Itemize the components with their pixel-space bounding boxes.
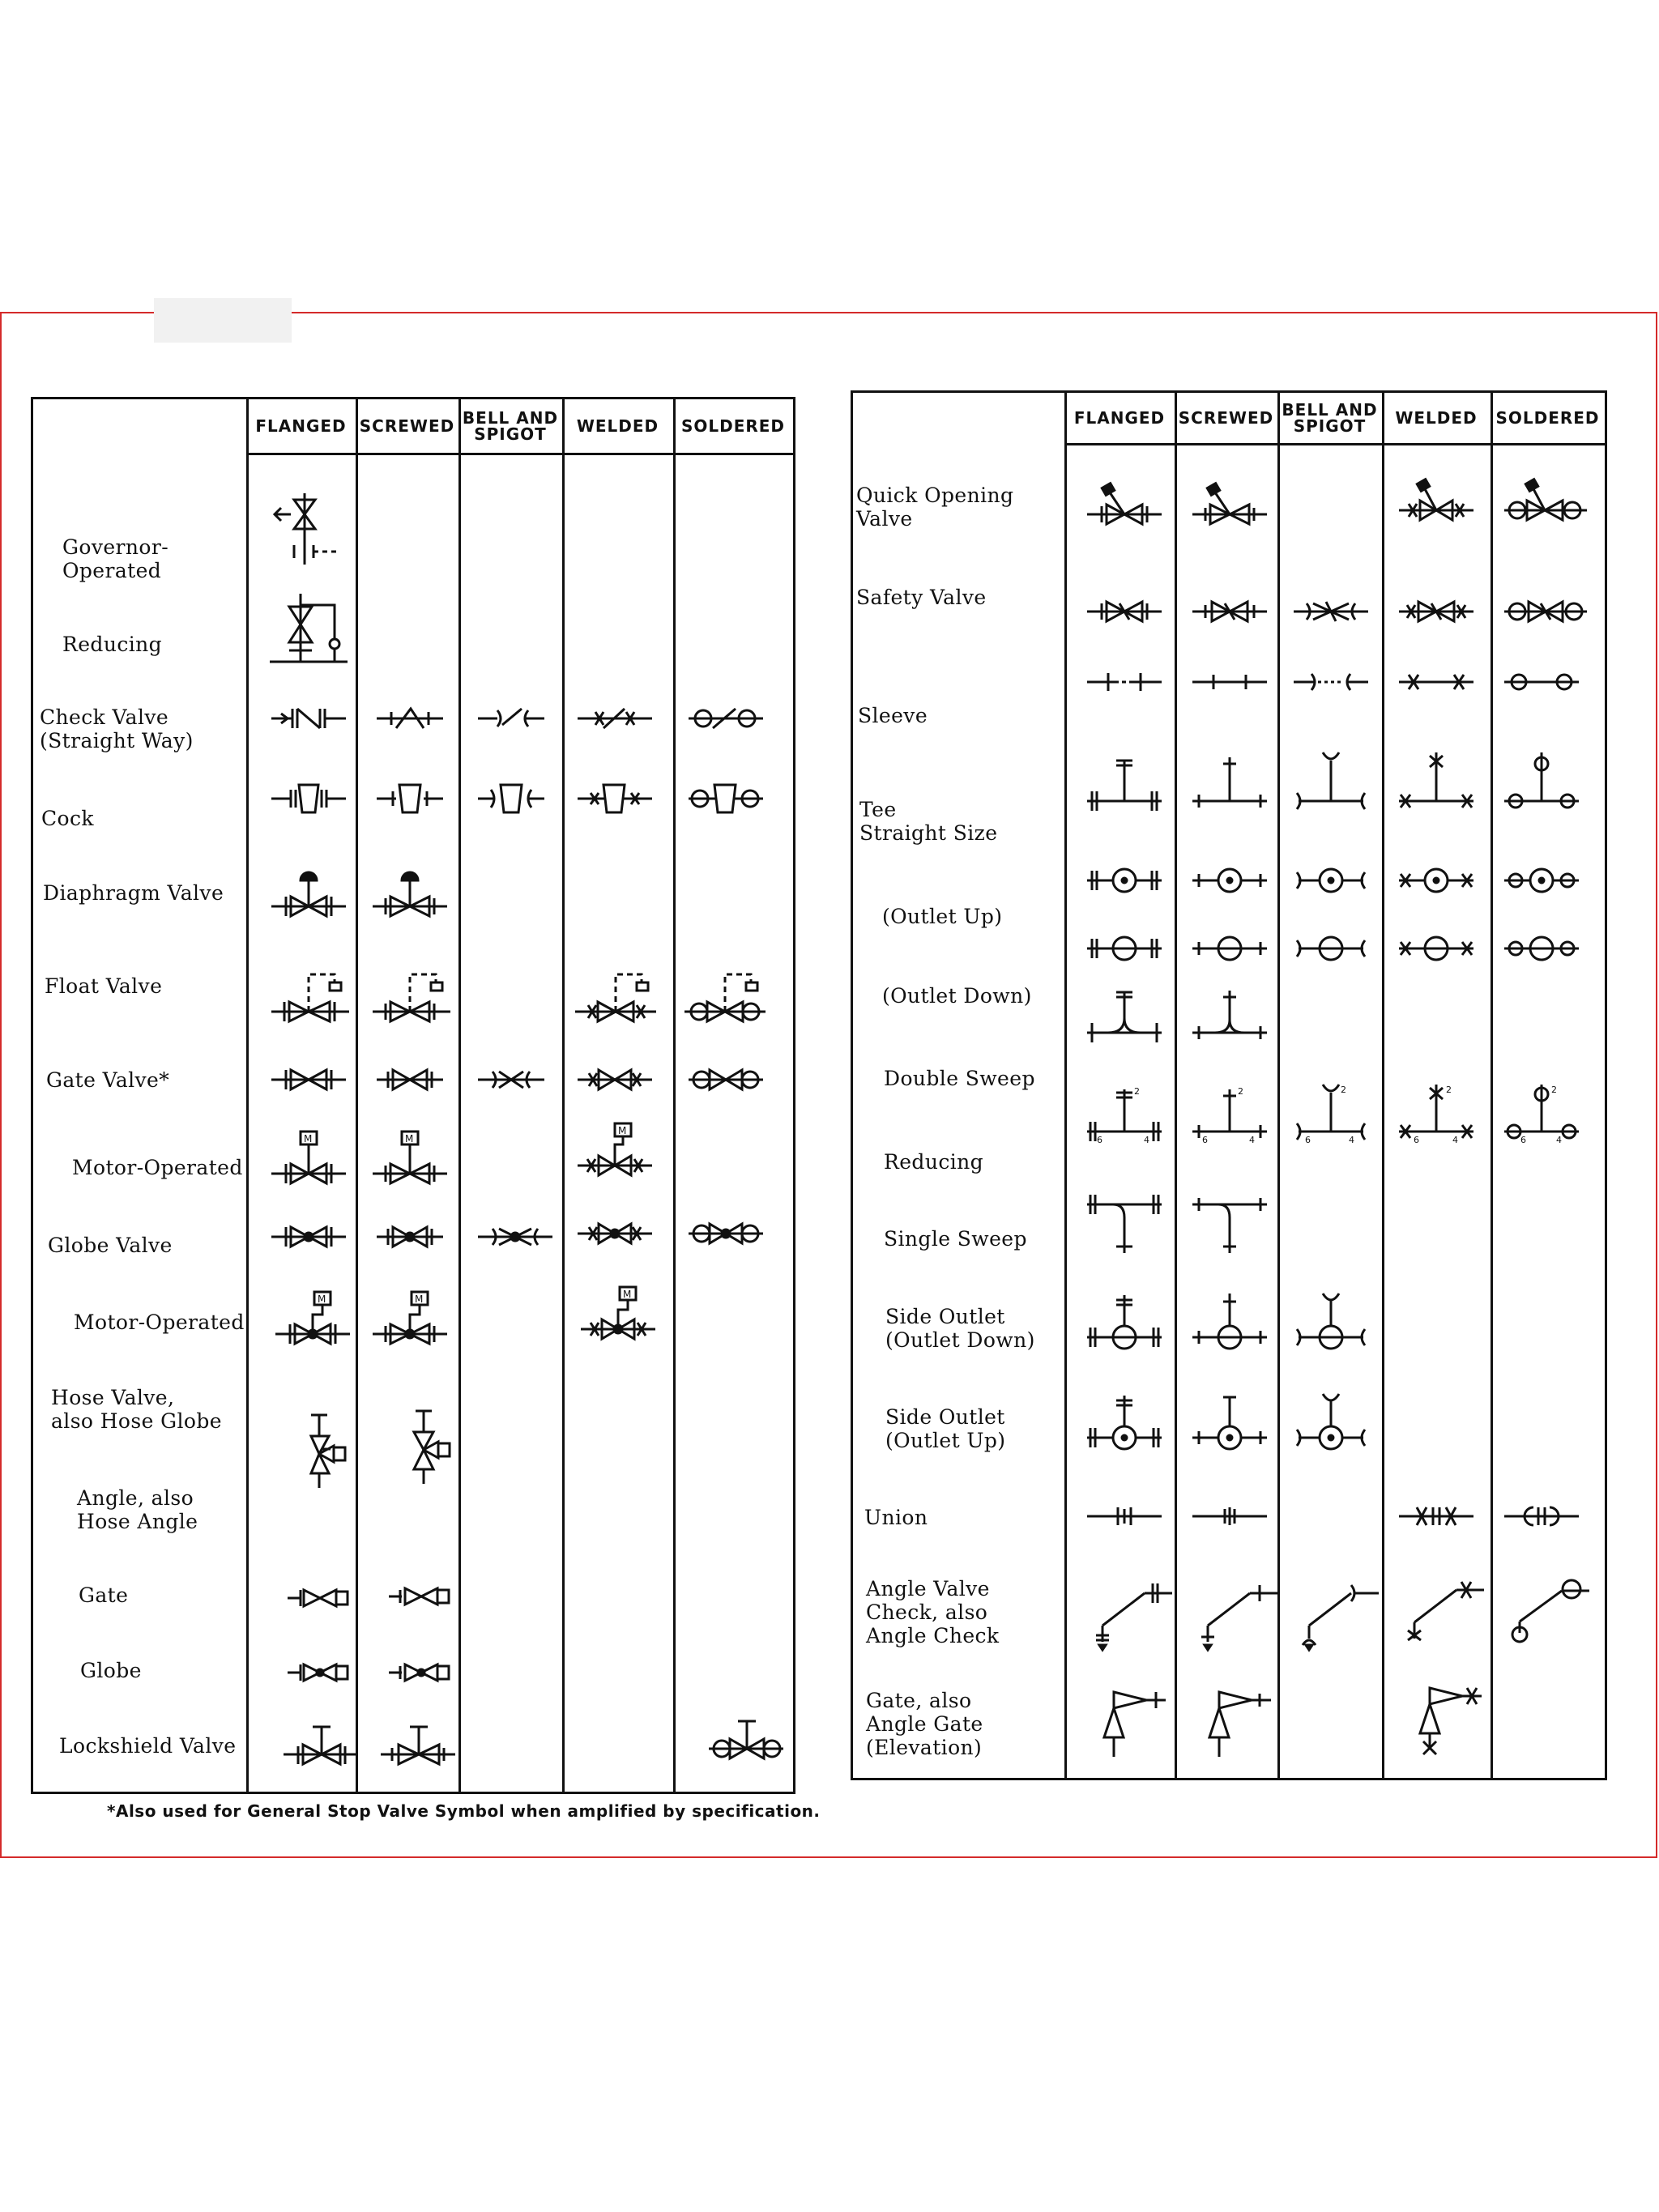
symbol-reducing-tee-flanged — [1084, 1081, 1165, 1146]
symbol-angle-check-bell-spigot — [1303, 1577, 1384, 1650]
symbol-globe-valve-flanged — [268, 1221, 349, 1253]
symbol-globe-valve-bell-spigot — [475, 1221, 556, 1253]
svg-text:2: 2 — [1446, 1085, 1452, 1095]
column-divider — [1382, 393, 1384, 1778]
symbol-safety-valve-welded — [1396, 597, 1477, 626]
footnote: *Also used for General Stop Valve Symbol when amplified by specification. — [107, 1801, 821, 1821]
svg-text:4: 4 — [1452, 1135, 1458, 1145]
symbol-sleeve-bell-spigot — [1290, 670, 1371, 694]
symbol-hose-gate-screwed — [386, 1580, 458, 1613]
symbol-double-sweep-flanged — [1084, 982, 1165, 1047]
symbol-hose-globe-screwed — [386, 1656, 458, 1689]
symbol-tee-outlet-up-welded — [1396, 863, 1477, 898]
symbol-quick-opening-welded — [1396, 478, 1477, 526]
svg-text:6: 6 — [1305, 1135, 1311, 1145]
svg-text:M: M — [415, 1294, 424, 1305]
symbol-union-screwed — [1189, 1504, 1270, 1528]
symbol-hose-globe-flanged — [284, 1656, 357, 1689]
row-label-tee-straight-size: Tee Straight Size — [859, 798, 998, 845]
row-label-lockshield-valve: Lockshield Valve — [59, 1734, 237, 1758]
svg-text:M: M — [304, 1133, 313, 1144]
symbol-angle-check-soldered — [1513, 1571, 1594, 1644]
symbol-hose-valve-screwed — [407, 1408, 456, 1489]
row-label-cock: Cock — [41, 807, 94, 830]
row-label-angle-valve-check: Angle Valve Check, also Angle Check — [866, 1577, 1000, 1647]
symbol-quick-opening-screwed — [1189, 482, 1270, 531]
symbol-reducing-tee-screwed — [1189, 1081, 1270, 1146]
symbol-tee-bell-spigot — [1290, 749, 1371, 814]
row-label-double-sweep: Double Sweep — [884, 1067, 1035, 1090]
row-label-governor-operated: Governor- Operated — [62, 535, 169, 582]
svg-text:M: M — [405, 1133, 414, 1144]
svg-text:4: 4 — [1144, 1135, 1149, 1145]
row-label-quick-opening-valve: Quick Opening Valve — [856, 484, 1014, 531]
symbol-side-outlet-up-bell-spigot — [1290, 1391, 1371, 1455]
row-label-angle-gate: Gate, also Angle Gate (Elevation) — [866, 1689, 983, 1759]
symbol-safety-valve-flanged — [1084, 597, 1165, 626]
symbol-angle-gate-flanged — [1096, 1681, 1169, 1762]
symbol-tee-outlet-down-flanged — [1084, 931, 1165, 966]
header-divider — [1064, 443, 1605, 445]
symbol-single-sweep-flanged — [1084, 1193, 1165, 1258]
symbol-lockshield-flanged — [280, 1724, 361, 1772]
symbol-cock-bell-spigot — [475, 778, 548, 819]
svg-text:4: 4 — [1349, 1135, 1354, 1145]
row-label-hose-valve: Hose Valve, also Hose Globe — [51, 1386, 222, 1433]
column-divider — [1175, 393, 1177, 1778]
symbol-float-valve-soldered — [681, 966, 770, 1031]
header-bell-and-spigot: BELL AND SPIGOT — [1282, 400, 1378, 436]
symbol-check-valve-screwed — [373, 701, 446, 733]
symbol-union-soldered — [1501, 1504, 1582, 1528]
header-flanged: FLANGED — [1073, 408, 1166, 428]
left-symbol-table — [31, 397, 795, 1794]
symbol-hose-valve-flanged — [305, 1412, 353, 1493]
symbol-tee-screwed — [1189, 749, 1270, 814]
symbol-sleeve-soldered — [1501, 670, 1582, 694]
row-label-check-valve: Check Valve (Straight Way) — [40, 705, 194, 752]
row-label-union: Union — [864, 1506, 928, 1529]
symbol-side-outlet-down-screwed — [1189, 1290, 1270, 1355]
symbol-gate-valve-soldered — [685, 1063, 766, 1096]
svg-text:M: M — [318, 1294, 326, 1305]
symbol-safety-valve-soldered — [1501, 597, 1590, 626]
label-column-divider — [1064, 393, 1067, 1778]
header-screwed: SCREWED — [1178, 408, 1274, 428]
symbol-cock-soldered — [685, 778, 766, 819]
symbol-side-outlet-down-flanged — [1084, 1290, 1165, 1355]
row-label-side-outlet-up: Side Outlet (Outlet Up) — [885, 1405, 1006, 1452]
symbol-tee-outlet-up-soldered — [1501, 863, 1582, 898]
svg-text:M: M — [618, 1125, 627, 1136]
symbol-check-valve-flanged — [268, 701, 349, 733]
symbol-sleeve-flanged — [1084, 670, 1165, 694]
column-divider — [458, 399, 461, 1792]
symbol-tee-outlet-down-bell-spigot — [1290, 931, 1371, 966]
header-soldered: SOLDERED — [680, 416, 786, 436]
symbol-float-valve-welded — [572, 966, 661, 1031]
symbol-motor-gate-flanged — [268, 1128, 349, 1193]
symbol-gate-valve-flanged — [268, 1063, 349, 1096]
symbol-motor-globe-welded — [578, 1284, 659, 1349]
symbol-check-valve-bell-spigot — [475, 701, 548, 733]
symbol-tee-outlet-up-flanged — [1084, 863, 1165, 898]
symbol-angle-check-welded — [1408, 1574, 1489, 1647]
symbol-tee-flanged — [1084, 749, 1165, 814]
symbol-tee-outlet-up-bell-spigot — [1290, 863, 1371, 898]
symbol-sleeve-welded — [1396, 670, 1477, 694]
symbol-motor-gate-welded — [574, 1120, 655, 1185]
symbol-safety-valve-bell-spigot — [1290, 597, 1371, 626]
symbol-single-sweep-screwed — [1189, 1193, 1270, 1258]
symbol-angle-check-flanged — [1096, 1577, 1177, 1650]
symbol-cock-flanged — [268, 778, 349, 819]
symbol-tee-outlet-down-screwed — [1189, 931, 1270, 966]
header-flanged: FLANGED — [255, 416, 347, 436]
row-label-float-valve: Float Valve — [45, 974, 163, 998]
symbol-cock-screwed — [373, 778, 446, 819]
header-welded: WELDED — [1395, 408, 1478, 428]
header-divider — [246, 453, 793, 455]
symbol-angle-check-screwed — [1201, 1577, 1282, 1650]
header-bell-and-spigot: BELL AND SPIGOT — [462, 408, 559, 444]
symbol-double-sweep-screwed — [1189, 982, 1270, 1047]
symbol-reducing-tee-welded — [1396, 1081, 1477, 1146]
symbol-reducing-tee-soldered — [1501, 1081, 1582, 1146]
row-label-reducing: Reducing — [62, 633, 163, 656]
column-divider — [562, 399, 565, 1792]
label-column-divider — [246, 399, 249, 1792]
svg-text:4: 4 — [1249, 1135, 1255, 1145]
symbol-globe-valve-welded — [574, 1217, 655, 1250]
symbol-union-flanged — [1084, 1504, 1165, 1528]
row-label-globe: Globe — [80, 1659, 142, 1682]
symbol-quick-opening-soldered — [1501, 478, 1590, 526]
symbol-diaphragm-valve-flanged — [268, 869, 349, 926]
symbol-tee-welded — [1396, 749, 1477, 814]
right-symbol-table — [851, 390, 1607, 1780]
svg-text:2: 2 — [1238, 1086, 1243, 1097]
column-divider — [673, 399, 676, 1792]
row-label-outlet-up: (Outlet Up) — [882, 905, 1003, 928]
symbol-tee-soldered — [1501, 749, 1582, 814]
svg-text:4: 4 — [1556, 1135, 1562, 1145]
row-label-single-sweep: Single Sweep — [884, 1227, 1027, 1251]
symbol-tee-outlet-down-welded — [1396, 931, 1477, 966]
symbol-side-outlet-down-bell-spigot — [1290, 1290, 1371, 1355]
header-welded: WELDED — [576, 416, 659, 436]
symbol-quick-opening-flanged — [1084, 482, 1165, 531]
symbol-tee-outlet-down-soldered — [1501, 931, 1582, 966]
symbol-safety-valve-screwed — [1189, 597, 1270, 626]
row-label-safety-valve: Safety Valve — [856, 586, 987, 609]
symbol-reducing-flanged — [268, 594, 349, 675]
symbol-lockshield-soldered — [706, 1718, 787, 1767]
symbol-gate-valve-screwed — [373, 1063, 446, 1096]
scan-smudge — [154, 298, 292, 343]
symbol-float-valve-screwed — [369, 966, 458, 1031]
symbol-lockshield-screwed — [377, 1724, 458, 1772]
column-divider — [1491, 393, 1493, 1778]
symbol-reducing-tee-bell-spigot — [1290, 1081, 1371, 1146]
symbol-angle-gate-welded — [1412, 1677, 1485, 1758]
svg-text:2: 2 — [1341, 1085, 1346, 1095]
svg-text:2: 2 — [1134, 1086, 1140, 1097]
symbol-motor-globe-screwed — [369, 1289, 450, 1353]
symbol-tee-outlet-up-screwed — [1189, 863, 1270, 898]
row-label-motor-operated-globe: Motor-Operated — [74, 1311, 245, 1334]
symbol-diaphragm-valve-screwed — [369, 869, 450, 926]
svg-text:6: 6 — [1520, 1135, 1526, 1145]
svg-text:2: 2 — [1551, 1085, 1557, 1095]
row-label-motor-operated-gate: Motor-Operated — [72, 1156, 243, 1179]
symbol-governor-operated-flanged — [268, 488, 341, 578]
row-label-gate-valve: Gate Valve* — [46, 1068, 170, 1092]
svg-text:M: M — [623, 1289, 632, 1300]
symbol-angle-gate-screwed — [1201, 1681, 1274, 1762]
symbol-gate-valve-welded — [574, 1063, 655, 1096]
svg-text:6: 6 — [1202, 1135, 1208, 1145]
symbol-motor-gate-screwed — [369, 1128, 450, 1193]
symbol-globe-valve-soldered — [685, 1217, 766, 1250]
column-divider — [1277, 393, 1280, 1778]
symbol-check-valve-welded — [574, 701, 655, 733]
row-label-globe-valve: Globe Valve — [48, 1234, 173, 1257]
symbol-side-outlet-up-screwed — [1189, 1391, 1270, 1455]
symbol-float-valve-flanged — [268, 966, 357, 1031]
symbol-check-valve-soldered — [685, 701, 766, 733]
symbol-sleeve-screwed — [1189, 670, 1270, 694]
header-soldered: SOLDERED — [1495, 408, 1600, 428]
row-label-diaphragm-valve: Diaphragm Valve — [43, 881, 224, 905]
symbol-globe-valve-screwed — [373, 1221, 446, 1253]
row-label-outlet-down: (Outlet Down) — [882, 984, 1032, 1008]
symbol-motor-globe-flanged — [272, 1289, 353, 1353]
symbol-union-welded — [1396, 1504, 1477, 1528]
svg-text:6: 6 — [1097, 1135, 1102, 1145]
row-label-side-outlet-down: Side Outlet (Outlet Down) — [885, 1305, 1035, 1352]
row-label-angle-hose-angle: Angle, also Hose Angle — [77, 1486, 198, 1533]
row-label-gate: Gate — [79, 1583, 129, 1607]
row-label-sleeve: Sleeve — [858, 704, 928, 727]
svg-text:6: 6 — [1414, 1135, 1419, 1145]
symbol-side-outlet-up-flanged — [1084, 1391, 1165, 1455]
header-screwed: SCREWED — [359, 416, 455, 436]
symbol-hose-gate-flanged — [284, 1582, 357, 1614]
symbol-gate-valve-bell-spigot — [475, 1063, 548, 1096]
row-label-reducing-tee: Reducing — [884, 1150, 984, 1174]
symbol-cock-welded — [574, 778, 655, 819]
